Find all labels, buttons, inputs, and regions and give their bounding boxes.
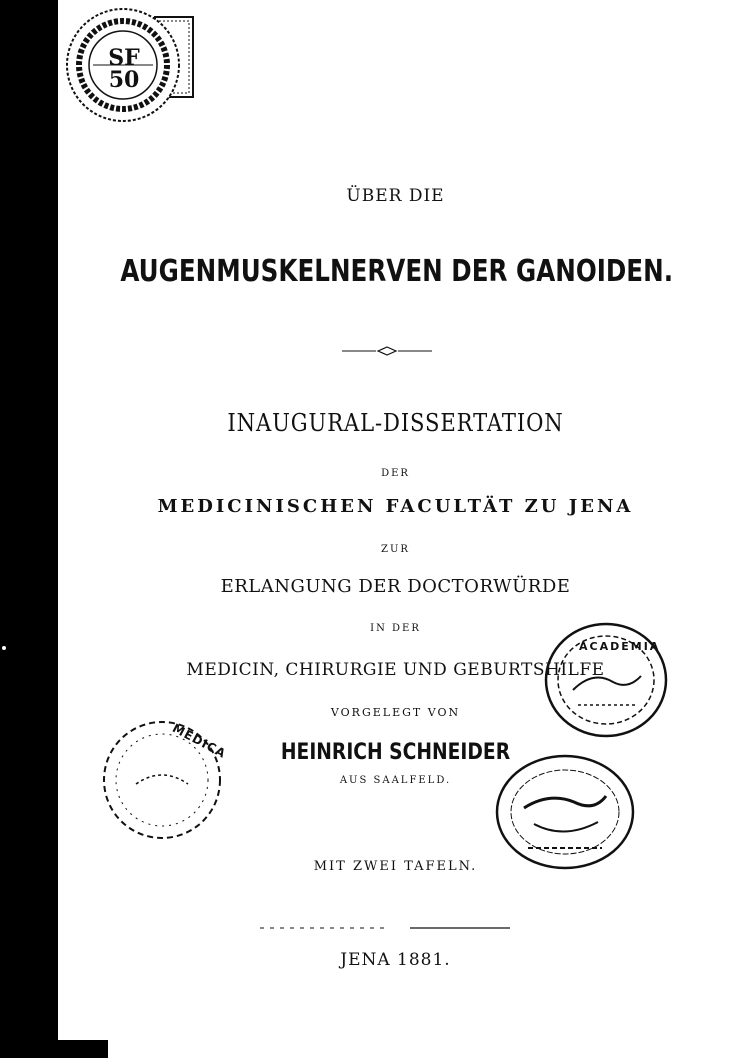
in-der-line: IN DER [370,623,421,634]
oval-stamp [494,752,637,872]
title-prefix: ÜBER DIE [346,186,445,206]
author-origin: AUS SAALFELD. [339,775,452,786]
plates-note: MIT ZWEI TAFELN. [313,859,478,874]
dissertation-heading: INAUGURAL-DISSERTATION [227,409,564,437]
binding-corner [58,1040,108,1058]
imprint: JENA 1881. [340,950,451,970]
ornament-divider [342,344,432,358]
academy-stamp-label: ACADEMIA [579,640,661,653]
spine-speck [2,646,6,650]
degree-line: ERLANGUNG DER DOCTORWÜRDE [220,576,571,597]
author-name: HEINRICH SCHNEIDER [280,740,511,765]
academy-stamp [543,620,668,740]
presented-by-line: VORGELEGT VON [330,706,461,719]
faculty-line: MEDICINISCHEN FACULTÄT ZU JENA [157,496,634,517]
medical-stamp-label: MEDICA [170,721,229,761]
shelfmark-label: SF 50 [108,45,140,93]
zur-line: ZUR [381,544,410,555]
main-title: AUGENMUSKELNERVEN DER GANOIDEN. [120,254,674,289]
imprint-rule [260,926,510,930]
subjects-line: MEDICIN, CHIRURGIE UND GEBURTSHILFE [186,660,605,680]
binding-edge [0,0,58,1058]
library-stamp [63,5,198,125]
der-line: DER [381,468,410,479]
